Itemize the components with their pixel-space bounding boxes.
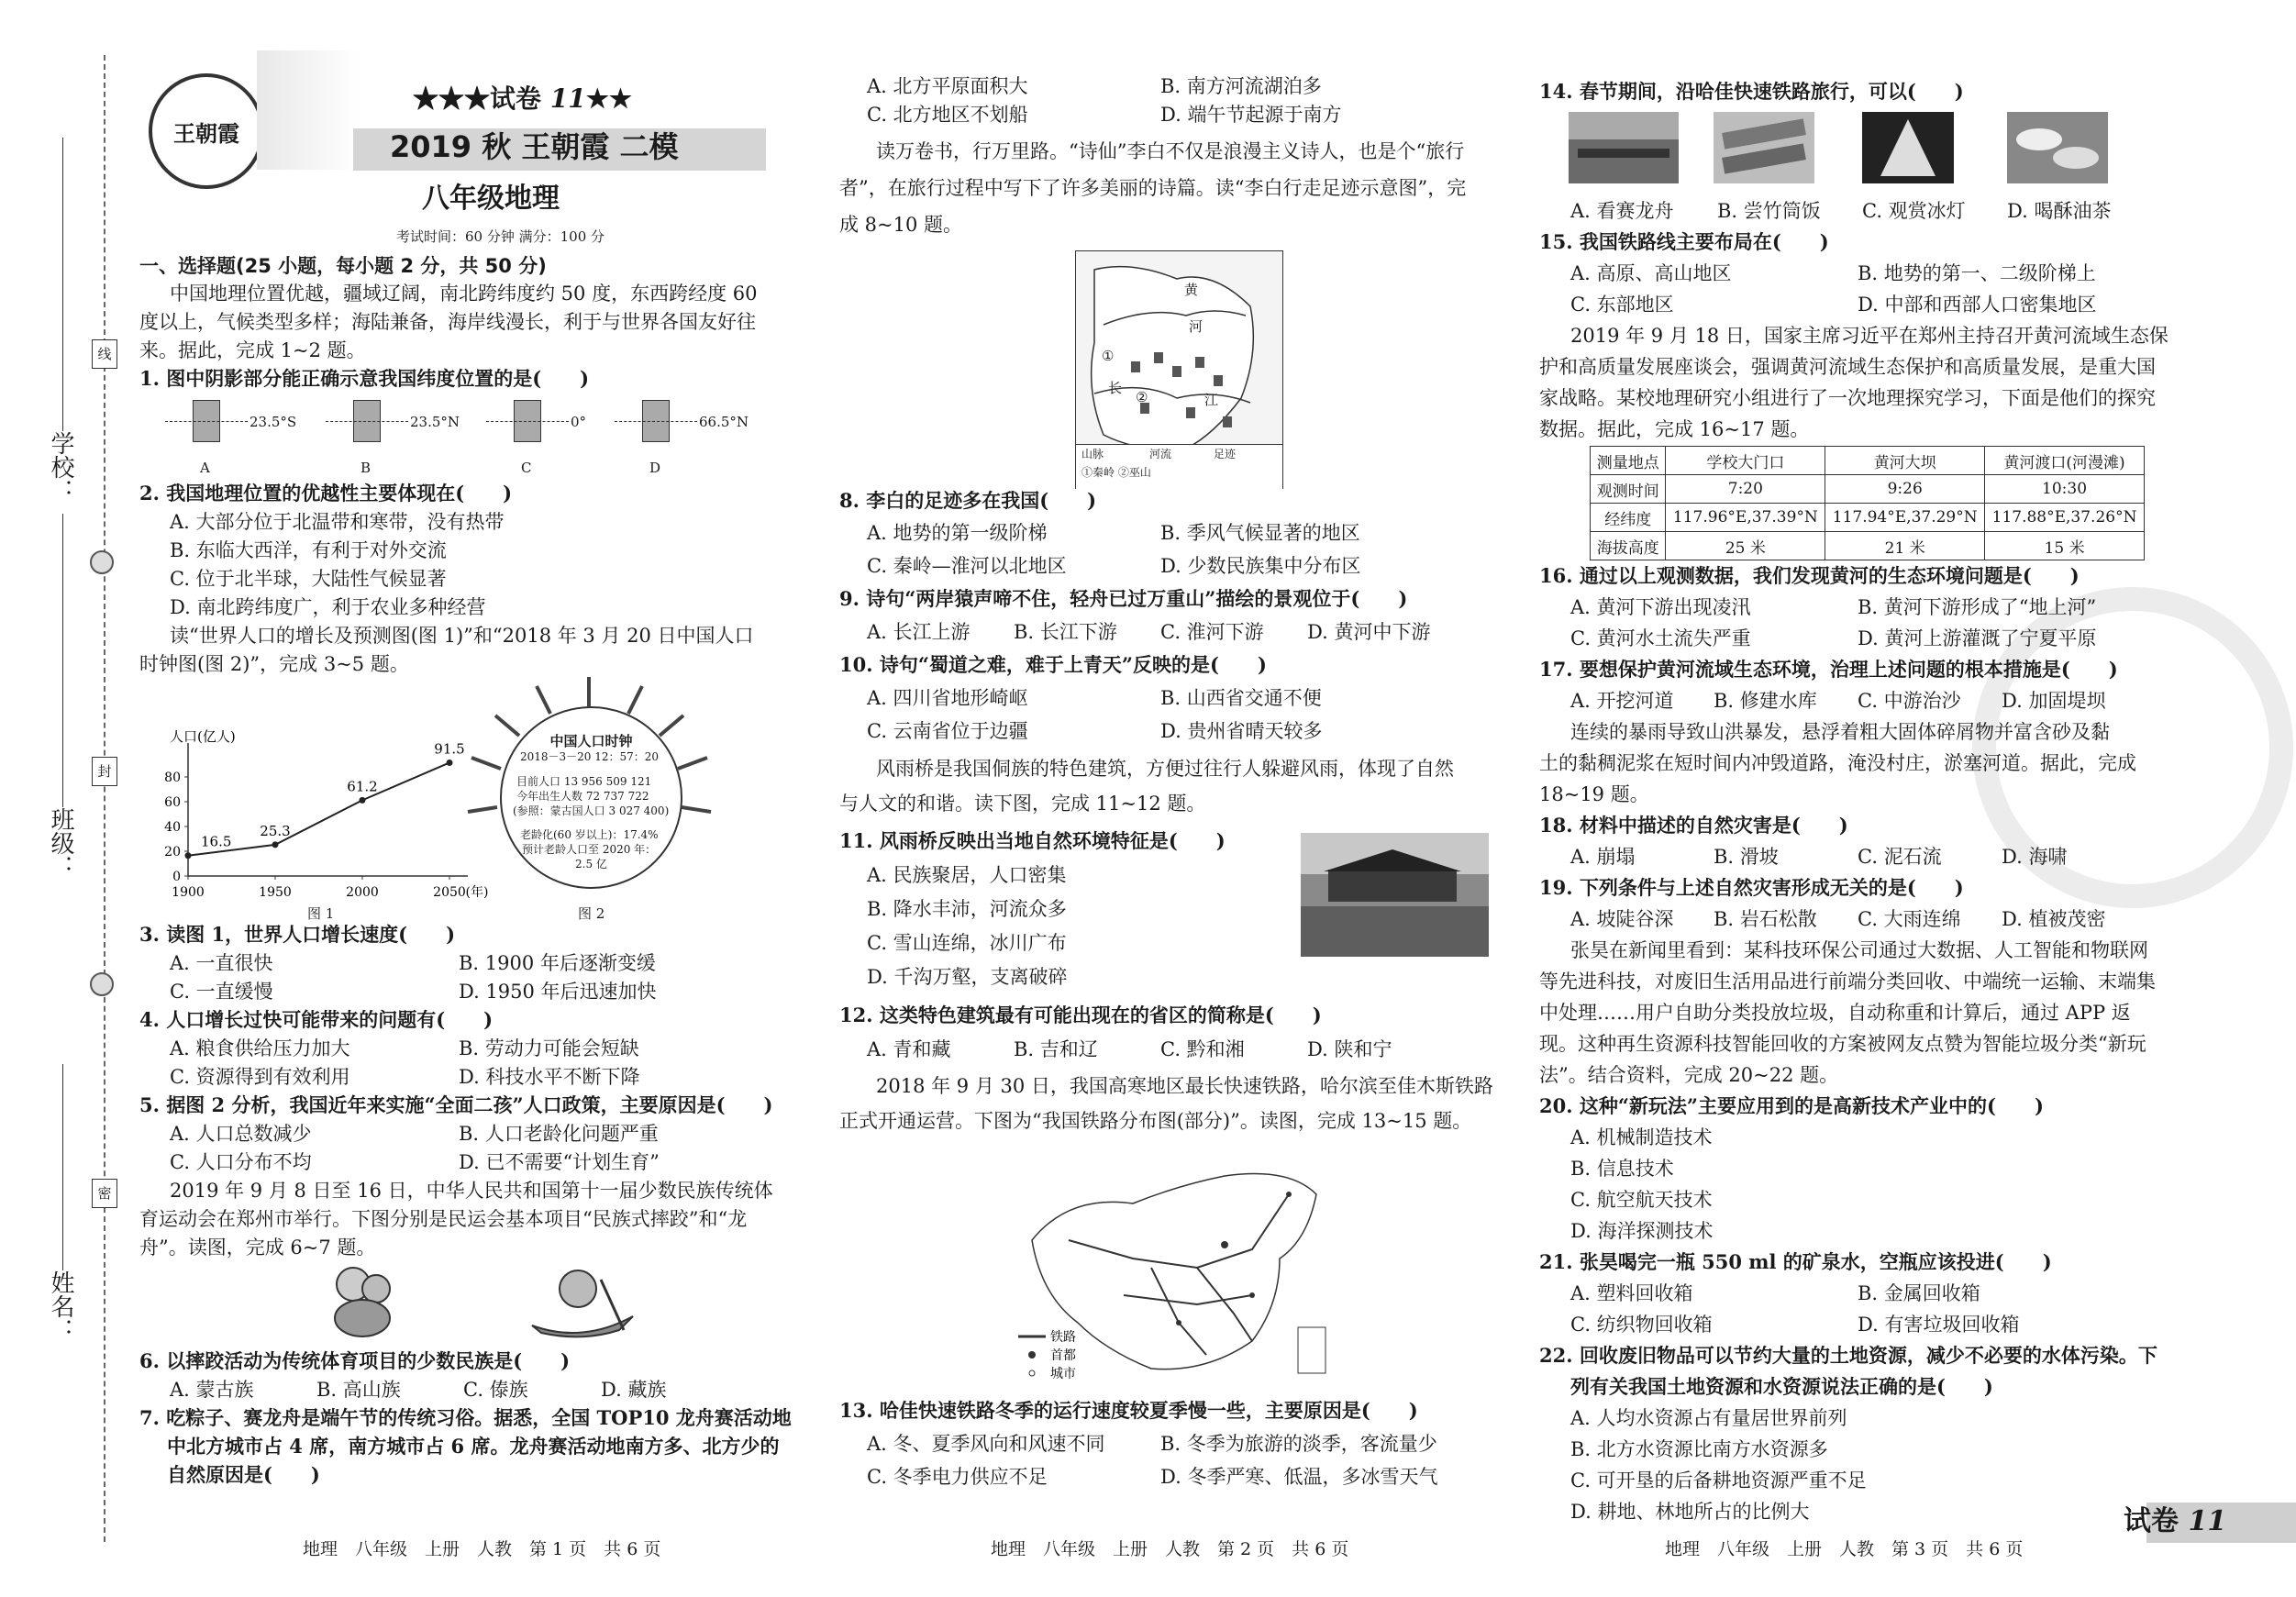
- option: D. 千沟万壑，支离破碎: [867, 966, 1068, 988]
- data-label: 61.2: [347, 778, 378, 795]
- binding-mark-seal: 封: [92, 757, 117, 786]
- school-blank: [62, 138, 63, 431]
- intro-text: 来。据此，完成 1~2 题。: [139, 339, 366, 361]
- option: D. 海洋探测技术: [1570, 1220, 1714, 1242]
- intro-text: 正式开通运营。下图为“我国铁路分布图(部分)”。读图，完成 13~15 题。: [839, 1110, 1472, 1132]
- option: B. 北方水资源比南方水资源多: [1570, 1438, 1828, 1460]
- option: D. 喝酥油茶: [2007, 200, 2112, 222]
- option: C. 人口分布不均: [170, 1151, 312, 1173]
- figure-2-caption: 图 2: [578, 905, 605, 922]
- population-clock: 中国人口时钟 2018－3－20 12：57：20 目前人口 13 956 509 121 今年出生人数 72 737 722 (参照：蒙古国人口 3 027 400) 老龄化(60 岁以上)：17.4% 预计老龄人口至 2020 年： 2.5 亿: [500, 706, 682, 889]
- option: D. 已不需要“计划生育”: [459, 1151, 660, 1173]
- intro-text: 中处理……用户自助分类投放垃圾，自动称重和计算后，通过 APP 返: [1539, 1002, 2131, 1024]
- option: B. 长江下游: [1014, 621, 1117, 643]
- option: A. 一直很快: [170, 952, 273, 974]
- option: A. 四川省地形崎岖: [867, 687, 1028, 709]
- intro-text: 2019 年 9 月 18 日，国家主席习近平在郑州主持召开黄河流域生态保: [1570, 325, 2168, 347]
- option: B. 冬季为旅游的淡季，客流量少: [1160, 1433, 1437, 1455]
- intro-text: 度以上，气候类型多样；海陆兼备，海岸线漫长，利于与世界各国友好往: [139, 311, 756, 333]
- option: A. 崩塌: [1570, 846, 1636, 868]
- option: D. 南北跨纬度广，利于农业多种经营: [170, 596, 486, 618]
- option: B. 吉和辽: [1014, 1038, 1098, 1060]
- intro-text: 育运动会在郑州市举行。下图分别是民运会基本项目“民族式摔跤”和“龙: [139, 1208, 748, 1230]
- x-axis-label: (年): [465, 885, 489, 900]
- data-label: 25.3: [260, 822, 291, 839]
- option: D. 黄河上游灌溉了宁夏平原: [1858, 627, 2097, 649]
- intro-text: 护和高质量发展座谈会，强调黄河流域生态保护和高质量发展，是重大国: [1539, 356, 2156, 378]
- binding-hole-icon: [90, 550, 114, 574]
- question-10: 10. 诗句“蜀道之难，难于上青天”反映的是( ): [839, 653, 1267, 676]
- option: B. 金属回收箱: [1858, 1282, 1980, 1304]
- intro-text: 时钟图(图 2)”，完成 3~5 题。: [139, 653, 409, 675]
- option: C. 云南省位于边疆: [867, 720, 1028, 742]
- option: C. 一直缓慢: [170, 981, 273, 1003]
- y-tick-label: 0: [172, 870, 181, 884]
- option: C. 雪山连绵，冰川广布: [867, 932, 1067, 954]
- bamboo-rice-photo: [1714, 112, 1814, 183]
- option: A. 冬、夏季风向和风速不同: [867, 1433, 1105, 1455]
- option: C. 黄河水土流失严重: [1570, 627, 1751, 649]
- option: C. 东部地区: [1570, 294, 1674, 316]
- option: B. 劳动力可能会短缺: [459, 1037, 639, 1059]
- question-16: 16. 通过以上观测数据，我们发现黄河的生态环境问题是( ): [1539, 564, 2080, 587]
- option: B. 降水丰沛，河流众多: [867, 898, 1067, 920]
- data-label: 16.5: [201, 833, 232, 850]
- figure-1-caption: 图 1: [307, 905, 335, 922]
- option: B. 高山族: [316, 1379, 401, 1401]
- intro-text: 张昊在新闻里看到：某科技环保公司通过大数据、人工智能和物联网: [1570, 939, 2148, 961]
- clock-rays-icon: [463, 670, 715, 922]
- intro-text: 读“世界人口的增长及预测图(图 1)”和“2018 年 3 月 20 日中国人口: [170, 625, 754, 647]
- svg-text:城市: 城市: [1050, 1367, 1076, 1381]
- option: A. 人口总数减少: [170, 1123, 312, 1145]
- question-1: 1. 图中阴影部分能正确示意我国纬度位置的是( ): [139, 367, 590, 390]
- option: D. 1950 年后迅速加快: [459, 981, 657, 1003]
- question-9: 9. 诗句“两岸猿声啼不住，轻舟已过万重山”描绘的景观位于( ): [839, 587, 1408, 610]
- intro-text: 18~19 题。: [1539, 783, 1649, 805]
- option: C. 大雨连绵: [1858, 908, 1961, 930]
- option: B. 黄河下游形成了“地上河”: [1858, 596, 2097, 618]
- question-7: 中北方城市占 4 席，南方城市占 6 席。龙舟赛活动地南方多、北方少的: [167, 1435, 780, 1458]
- option: B. 人口老龄化问题严重: [459, 1123, 659, 1145]
- question-17: 17. 要想保护黄河流域生态环境，治理上述问题的根本措施是( ): [1539, 658, 2118, 681]
- intro-text: 土的黏稠泥浆在短时间内冲毁道路，淹没村庄，淤塞河道。据此，完成: [1539, 752, 2136, 774]
- option: D. 贵州省晴天较多: [1160, 720, 1323, 742]
- option: B. 季风气候显著的地区: [1160, 522, 1360, 544]
- page-footer: 地理 八年级 上册 人教 第 3 页 共 6 页: [1665, 1539, 2024, 1559]
- option: A. 青和藏: [867, 1038, 951, 1060]
- question-21: 21. 张昊喝完一瓶 550 ml 的矿泉水，空瓶应该投进( ): [1539, 1250, 2052, 1273]
- option: D. 有害垃圾回收箱: [1858, 1314, 2020, 1336]
- data-point: [272, 841, 279, 848]
- option: C. 中游治沙: [1858, 690, 1961, 712]
- binding-line: [104, 55, 105, 1542]
- svg-text:铁路: 铁路: [1050, 1330, 1076, 1345]
- option: B. 滑坡: [1714, 846, 1779, 868]
- table-row: 经纬度 117.96°E,37.39°N 117.94°E,37.29°N 117.88°E,37.26°N: [1591, 504, 2145, 532]
- option: D. 陕和宁: [1307, 1038, 1392, 1060]
- intro-text: 2018 年 9 月 30 日，我国高寒地区最长快速铁路，哈尔滨至佳木斯铁路: [876, 1075, 1493, 1097]
- option: A. 人均水资源占有量居世界前列: [1570, 1407, 1847, 1429]
- intro-text: 2019 年 9 月 8 日至 16 日，中华人民共和国第十一届少数民族传统体: [170, 1180, 773, 1202]
- option: C. 北方地区不划船: [867, 104, 1028, 126]
- libai-footprint-map: 黄 河 长 江 ① ② 山脉 河流 足迹 ①秦岭 ②巫山: [1075, 250, 1283, 489]
- option: B. 岩石松散: [1714, 908, 1817, 930]
- table-row: 海拔高度 25 米 21 米 15 米: [1591, 532, 2145, 560]
- binding-mark-line: 线: [92, 339, 117, 369]
- paper-label: ★★★试卷 11★★: [413, 83, 632, 114]
- option: D. 中部和西部人口密集地区: [1858, 294, 2097, 316]
- question-6: 6. 以摔跤活动为传统体育项目的少数民族是( ): [139, 1349, 571, 1372]
- option: B. 山西省交通不便: [1160, 687, 1322, 709]
- name-blank: [62, 1064, 63, 1270]
- table-row: 测量地点 学校大门口 黄河大坝 黄河渡口(河漫滩): [1591, 447, 2145, 475]
- option: C. 航空航天技术: [1570, 1189, 1713, 1211]
- intro-text: 等先进科技，对废旧生活用品进行前端分类回收、中端统一运输、末端集: [1539, 970, 2156, 993]
- question-7: 自然原因是( ): [167, 1463, 320, 1486]
- x-tick-label: 2050: [433, 885, 466, 900]
- subject-title: 八年级地理: [422, 183, 560, 215]
- option: D. 少数民族集中分布区: [1160, 555, 1361, 577]
- footer-paper-tag: 试卷 11: [2124, 1505, 2227, 1537]
- option: B. 1900 年后逐渐变缓: [459, 952, 656, 974]
- intro-text: 家战略。某校地理研究小组进行了一次地理探究学习，下面是他们的探究: [1539, 387, 2156, 409]
- school-label: 学校：: [47, 431, 74, 503]
- intro-text: 风雨桥是我国侗族的特色建筑，方便过往行人躲避风雨，体现了自然: [876, 758, 1454, 780]
- x-tick-label: 1900: [172, 885, 205, 900]
- option: C. 冬季电力供应不足: [867, 1466, 1048, 1488]
- option: A. 粮食供给压力加大: [170, 1037, 350, 1059]
- intro-text: 中国地理位置优越，疆域辽阔，南北跨纬度约 50 度，东西跨经度 60: [170, 283, 758, 305]
- intro-text: 连续的暴雨导致山洪暴发，悬浮着粗大固体碎屑物并富含砂及黏: [1570, 721, 2110, 743]
- question-11: 11. 风雨桥反映出当地自然环境特征是( ): [839, 829, 1226, 852]
- binding-mark-secret: 密: [92, 1179, 117, 1208]
- option: C. 傣族: [463, 1379, 528, 1401]
- data-label: 91.5: [434, 740, 465, 758]
- question-20: 20. 这种“新玩法”主要应用到的是高新技术产业中的( ): [1539, 1094, 2044, 1117]
- section-heading: 一、选择题(25 小题，每小题 2 分，共 50 分): [139, 255, 547, 277]
- svg-text:首都: 首都: [1050, 1348, 1076, 1363]
- y-tick-label: 80: [164, 771, 181, 785]
- option: A. 北方平原面积大: [867, 75, 1028, 97]
- observation-table: [1590, 446, 2145, 560]
- page-footer: 地理 八年级 上册 人教 第 1 页 共 6 页: [303, 1539, 661, 1559]
- ice-lantern-photo: [1862, 112, 1954, 183]
- question-8: 8. 李白的足迹多在我国( ): [839, 489, 1097, 512]
- question-22: 列有关我国土地资源和水资源说法正确的是( ): [1570, 1375, 1993, 1398]
- option: D. 植被茂密: [2002, 908, 2106, 930]
- option: D. 科技水平不断下降: [459, 1066, 640, 1088]
- option: A. 机械制造技术: [1570, 1126, 1713, 1148]
- question-13: 13. 哈佳快速铁路冬季的运行速度较夏季慢一些，主要原因是( ): [839, 1399, 1418, 1422]
- brand-logo: 王朝霞: [149, 73, 264, 189]
- option: B. 地势的第一、二级阶梯上: [1858, 262, 2096, 284]
- option: C. 可开垦的后备耕地资源严重不足: [1570, 1469, 1867, 1492]
- option: B. 信息技术: [1570, 1158, 1674, 1180]
- population-chart: [147, 725, 495, 908]
- data-point: [447, 760, 453, 766]
- wind-rain-bridge-photo: [1301, 833, 1489, 957]
- name-label: 姓名：: [47, 1270, 74, 1342]
- option: A. 高原、高山地区: [1570, 262, 1732, 284]
- option: B. 东临大西洋，有利于对外交流: [170, 539, 447, 561]
- option: D. 端午节起源于南方: [1160, 104, 1342, 126]
- intro-text: 现。这种再生资源科技智能回收的方案被网友点赞为智能垃圾分类“新玩: [1539, 1033, 2146, 1055]
- intro-text: 者”，在旅行过程中写下了许多美丽的诗篇。读“李白行走足迹示意图”，完: [839, 177, 1467, 199]
- option: C. 位于北半球，大陆性气候显著: [170, 568, 447, 590]
- option: C. 黔和湘: [1160, 1038, 1245, 1060]
- option: A. 大部分位于北温带和寒带，没有热带: [170, 511, 505, 533]
- option: B. 修建水库: [1714, 690, 1817, 712]
- option: D. 藏族: [601, 1379, 667, 1401]
- chart-ylabel: 人口(亿人): [170, 728, 236, 745]
- option: C. 泥石流: [1858, 846, 1942, 868]
- data-point: [360, 797, 366, 804]
- option: A. 长江上游: [867, 621, 971, 643]
- intro-text: 法”。结合资料，完成 20~22 题。: [1539, 1064, 1839, 1086]
- class-blank: [62, 514, 63, 807]
- option: A. 黄河下游出现凌汛: [1570, 596, 1751, 618]
- question-22: 22. 回收废旧物品可以节约大量的土地资源，减少不必要的水体污染。下: [1539, 1344, 2157, 1367]
- china-railway-map: [1014, 1158, 1335, 1392]
- option: C. 淮河下游: [1160, 621, 1264, 643]
- option: C. 资源得到有效利用: [170, 1066, 350, 1088]
- option: C. 秦岭—淮河以北地区: [867, 555, 1067, 577]
- option: A. 蒙古族: [170, 1379, 254, 1401]
- binding-hole-icon: [90, 972, 114, 996]
- y-tick-label: 60: [164, 795, 181, 810]
- page-footer: 地理 八年级 上册 人教 第 2 页 共 6 页: [991, 1539, 1349, 1559]
- x-tick-label: 2000: [346, 885, 379, 900]
- intro-text: 成 8~10 题。: [839, 214, 963, 236]
- latitude-options-figure: 23.5°S A 23.5°N B 0° C 66.5°N D: [165, 400, 789, 464]
- option: A. 看赛龙舟: [1570, 200, 1674, 222]
- question-18: 18. 材料中描述的自然灾害是( ): [1539, 814, 1848, 837]
- butter-tea-photo: [2007, 112, 2108, 183]
- option: D. 海啸: [2002, 846, 2068, 868]
- question-4: 4. 人口增长过快可能带来的问题有( ): [139, 1008, 494, 1031]
- paper-title: 2019 秋 王朝霞 二模: [390, 129, 679, 164]
- option: C. 纺织物回收箱: [1570, 1314, 1713, 1336]
- wrestling-cartoon-icon: [316, 1261, 408, 1344]
- option: D. 黄河中下游: [1307, 621, 1431, 643]
- dragon-boat-photo: [1569, 112, 1679, 183]
- question-5: 5. 据图 2 分析，我国近年来实施“全面二孩”人口政策，主要原因是( ): [139, 1093, 773, 1116]
- exam-info: 考试时间：60 分钟 满分：100 分: [396, 228, 605, 245]
- option: A. 坡陡谷深: [1570, 908, 1674, 930]
- option: D. 加固堤坝: [2002, 690, 2106, 712]
- question-12: 12. 这类特色建筑最有可能出现在的省区的简称是( ): [839, 1004, 1322, 1026]
- question-15: 15. 我国铁路线主要布局在( ): [1539, 230, 1829, 253]
- option: A. 民族聚居，人口密集: [867, 864, 1067, 886]
- intro-text: 数据。据此，完成 16~17 题。: [1539, 418, 1810, 440]
- option: A. 开挖河道: [1570, 690, 1674, 712]
- question-2: 2. 我国地理位置的优越性主要体现在( ): [139, 482, 513, 505]
- option: A. 地势的第一级阶梯: [867, 522, 1048, 544]
- dragon-boat-cartoon-icon: [527, 1261, 638, 1344]
- option: D. 耕地、林地所占的比例大: [1570, 1501, 1810, 1523]
- y-tick-label: 40: [164, 820, 181, 835]
- question-3: 3. 读图 1，世界人口增长速度( ): [139, 923, 456, 946]
- intro-text: 与人文的和谐。读下图，完成 11~12 题。: [839, 793, 1206, 815]
- option: A. 塑料回收箱: [1570, 1282, 1693, 1304]
- question-19: 19. 下列条件与上述自然灾害形成无关的是( ): [1539, 876, 1964, 899]
- table-row: 观测时间 7:20 9:26 10:30: [1591, 475, 2145, 504]
- x-tick-label: 1950: [259, 885, 292, 900]
- option: D. 冬季严寒、低温，多冰雪天气: [1160, 1466, 1438, 1488]
- option: B. 南方河流湖泊多: [1160, 75, 1322, 97]
- option: C. 观赏冰灯: [1862, 200, 1966, 222]
- question-14: 14. 春节期间，沿哈佳快速铁路旅行，可以( ): [1539, 80, 1964, 103]
- class-label: 班级：: [47, 807, 74, 879]
- intro-text: 读万卷书，行万里路。“诗仙”李白不仅是浪漫主义诗人，也是个“旅行: [876, 140, 1465, 162]
- intro-text: 舟”。读图，完成 6~7 题。: [139, 1237, 376, 1259]
- option: B. 尝竹筒饭: [1717, 200, 1821, 222]
- y-tick-label: 20: [164, 845, 181, 859]
- data-point: [185, 852, 192, 859]
- question-7: 7. 吃粽子、赛龙舟是端午节的传统习俗。据悉，全国 TOP10 龙舟赛活动地: [139, 1406, 792, 1429]
